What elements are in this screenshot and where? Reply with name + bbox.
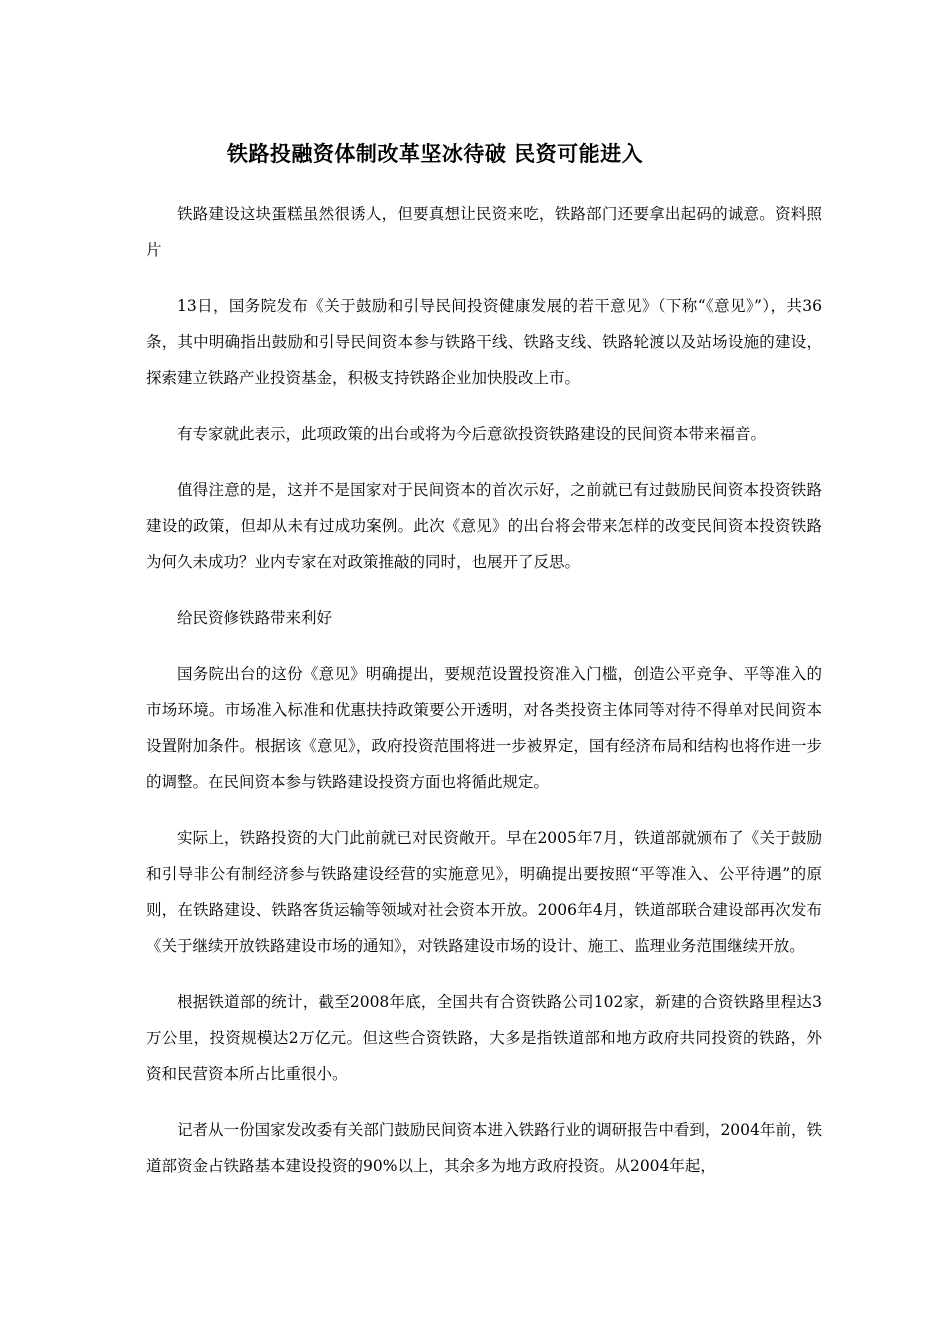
- paragraph-statistics: 根据铁道部的统计，截至2008年底，全国共有合资铁路公司102家，新建的合资铁路里程达3万公里，投资规模达2万亿元。但这些合资铁路，大多是指铁道部和地方政府共同投资的铁路，外资和民营资本所占比重很小。: [146, 993, 822, 1083]
- paragraph-state-council: 国务院出台的这份《意见》明确提出，要规范设置投资准入门槛，创造公平竞争、平等准入的市场环境。市场准入标准和优惠扶持政策要公开透明，对各类投资主体同等对待不得单对民间资本设置附加条件。根据该《意见》，政府投资范围将进一步被界定，国有经济布局和结构也将作进一步的调整。在民间资本参与铁路建设投资方面也将循此规定。: [146, 665, 822, 791]
- document-title: 铁路投融资体制改革坚冰待破 民资可能进入: [226, 141, 644, 166]
- paragraph-noteworthy: 值得注意的是，这并不是国家对于民间资本的首次示好，之前就已有过鼓励民间资本投资铁路建设的政策，但却从未有过成功案例。此次《意见》的出台将会带来怎样的改变民间资本投资铁路为何久未成功？业内专家在对政策推敲的同时，也展开了反思。: [146, 481, 822, 571]
- paragraph-expert-view: 有专家就此表示，此项政策的出台或将为今后意欲投资铁路建设的民间资本带来福音。: [177, 425, 767, 443]
- paragraph-history: 实际上，铁路投资的大门此前就已对民资敞开。早在2005年7月，铁道部就颁布了《关于鼓励和引导非公有制经济参与铁路建设经营的实施意见》，明确提出要按照“平等准入、公平待遇”的原则，在铁路建设、铁路客货运输等领域对社会资本开放。2006年4月，铁道部联合建设部再次发布《关于继续开放铁路建设市场的通知》，对铁路建设市场的设计、施工、监理业务范围继续开放。: [146, 829, 822, 955]
- paragraph-report: 记者从一份国家发改委有关部门鼓励民间资本进入铁路行业的调研报告中看到，2004年前，铁道部资金占铁路基本建设投资的90%以上，其余多为地方政府投资。从2004年起，: [146, 1121, 822, 1175]
- section-heading: 给民资修铁路带来利好: [177, 609, 333, 627]
- document-body: [146, 196, 822, 1204]
- paragraph-policy-release: 13日，国务院发布《关于鼓励和引导民间投资健康发展的若干意见》（下称“《意见》”），共36条，其中明确指出鼓励和引导民间资本参与铁路干线、铁路支线、铁路轮渡以及站场设施的建设，探索建立铁路产业投资基金，积极支持铁路企业加快股改上市。: [146, 297, 822, 387]
- paragraph-intro: 铁路建设这块蛋糕虽然很诱人，但要真想让民资来吃，铁路部门还要拿出起码的诚意。资料照片: [146, 205, 822, 259]
